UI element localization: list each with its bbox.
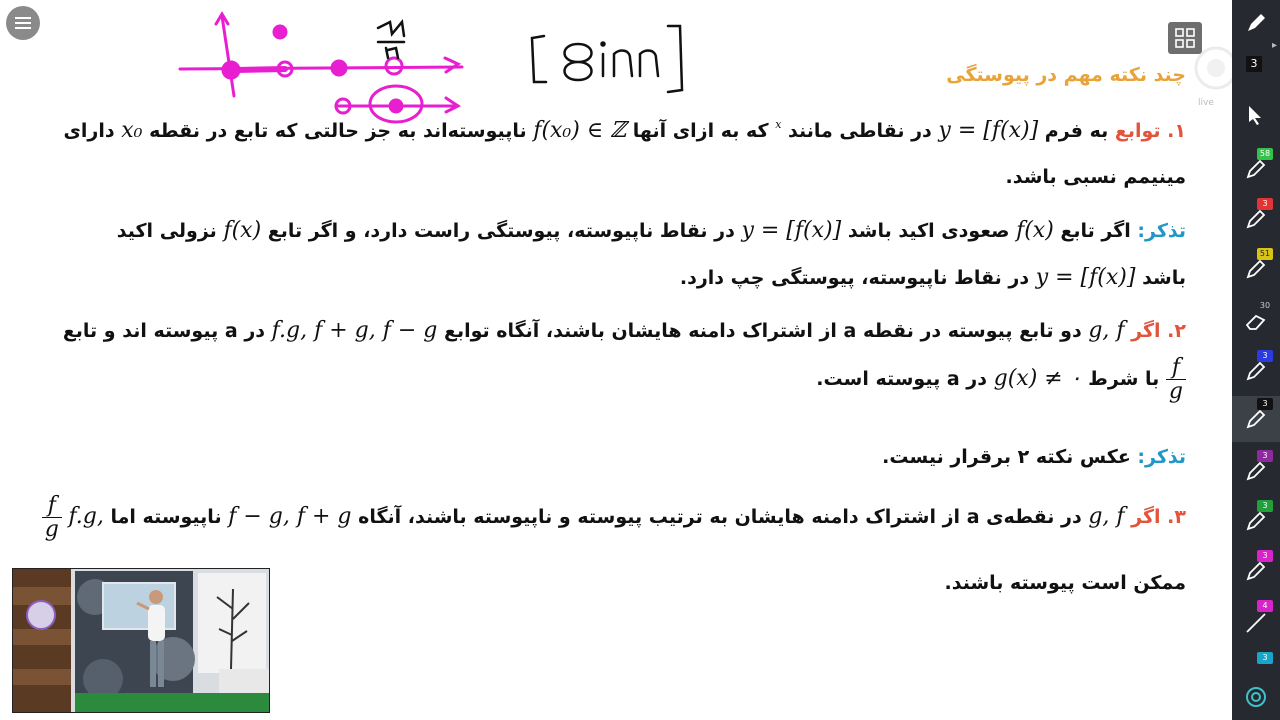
text-span: از اشتراک دامنه هایشان باشند، آنگاه توابع [443, 320, 837, 342]
text-span: در نقاط ناپیوسته، پیوستگی چپ دارد. [679, 267, 1030, 289]
point-2-number: ۲. اگر [1131, 320, 1186, 342]
pen-tool-black[interactable] [1232, 396, 1280, 442]
math-expression: g(x) ≠ ۰ [993, 366, 1082, 392]
right-toolbar [1232, 0, 1280, 720]
point-2-line-2 [816, 356, 1186, 403]
fraction-numerator: f [42, 494, 62, 518]
math-expression: g, f [1088, 318, 1125, 343]
point-2-line-1 [63, 318, 1186, 343]
chevron-icon[interactable]: ▸ [1272, 40, 1278, 51]
note-label: تذکر: [1137, 220, 1186, 242]
webcam-frame [13, 569, 269, 712]
text-span: در [244, 320, 266, 342]
eraser-size-badge: 30 [1259, 301, 1271, 310]
pen-yellow-badge: 51 [1257, 248, 1273, 260]
line-icon [1243, 610, 1269, 636]
math-expression: f.g, [68, 504, 104, 530]
point-1-line-1 [63, 118, 1186, 143]
pen-black-badge: 3 [1257, 398, 1273, 410]
math-expression: y = [f(x)] [1035, 265, 1136, 290]
text-span: پیوسته است. [816, 368, 941, 391]
cursor-arrow-icon [1243, 102, 1269, 128]
highlighter-tool-yellow[interactable] [1232, 246, 1280, 292]
fraction-denominator: g [1168, 379, 1183, 405]
text-span: در نقاطی مانند [788, 120, 932, 142]
math-expression: f.g, f + g, f − g [271, 318, 438, 343]
text-span: ناپیوسته اما [110, 506, 222, 529]
text-span: ناپیوسته‌اند به جز حالتی که تابع در نقطه [149, 120, 527, 142]
pen-tool-blue[interactable] [1232, 348, 1280, 394]
settings-icon [1243, 684, 1269, 710]
section-heading: چند نکته مهم در پیوستگی [946, 64, 1186, 86]
pen-red-badge: 3 [1257, 198, 1273, 210]
variable-a: a [966, 506, 980, 529]
webcam-video[interactable] [12, 568, 270, 713]
variable-a: a [946, 368, 960, 391]
text-span: به فرم [1044, 120, 1109, 142]
fraction-numerator: f [1166, 356, 1186, 380]
point-3-line-2: ممکن است پیوسته باشند. [944, 572, 1186, 594]
text-span: که به ازای آنها [632, 120, 769, 142]
math-expression: f − g, f + g [228, 504, 352, 530]
line-tool[interactable] [1232, 600, 1280, 646]
text-span: در نقطه‌ی [986, 506, 1082, 529]
text-span: از اشتراک دامنه هایشان به ترتیب پیوسته و ناپیوسته باشند، آنگاه [358, 506, 961, 529]
text-span: نزولی اکید [116, 220, 217, 242]
math-expression: f(x₀) ∈ ℤ [533, 118, 627, 143]
note-2 [882, 446, 1186, 468]
pen-cyan-badge: 3 [1257, 652, 1273, 664]
text-span: اگر تابع [1060, 220, 1131, 242]
pen-icon [1243, 10, 1269, 36]
pen-annotations [0, 0, 720, 130]
point-1-line-2: مینیمم نسبی باشد. [1005, 166, 1186, 188]
settings-button[interactable] [1232, 676, 1280, 718]
eraser-tool[interactable] [1232, 298, 1280, 344]
text-span: با شرط [1088, 368, 1160, 391]
math-x: x [775, 118, 782, 131]
line-badge: 4 [1257, 600, 1273, 612]
note-label: تذکر: [1137, 446, 1186, 468]
text-span: در نقاط ناپیوسته، پیوستگی راست دارد، و اگر تابع [267, 220, 735, 242]
pen-tool-cyan[interactable] [1232, 648, 1280, 672]
pen-magenta-badge: 3 [1257, 550, 1273, 562]
point-1-number: ۱. توابع [1114, 120, 1186, 142]
text-span: پیوسته اند و تابع [62, 320, 219, 342]
variable-a: a [224, 320, 238, 342]
text-span: دارای [63, 120, 115, 142]
fraction-denominator: g [44, 517, 59, 543]
note-1-line-2 [680, 265, 1186, 290]
pointer-tool[interactable] [1232, 92, 1280, 138]
text-span: در [966, 368, 987, 391]
variable-a: a [843, 320, 857, 342]
watermark-label: live [1198, 98, 1214, 108]
math-expression: y = [f(x)] [938, 118, 1039, 143]
math-expression: f(x) [1016, 218, 1054, 243]
text-span: عکس نکته ۲ برقرار نیست. [882, 446, 1131, 468]
note-1-line-1 [117, 218, 1186, 243]
text-span: صعودی اکید باشد [847, 220, 1010, 242]
point-3-number: ۳. اگر [1131, 506, 1186, 529]
page-count-badge: 3 [1246, 56, 1262, 72]
pen-tool-purple[interactable] [1232, 448, 1280, 494]
pen-tool-red[interactable] [1232, 196, 1280, 242]
pen-tool-magenta[interactable] [1232, 548, 1280, 594]
pen-blue-badge: 3 [1257, 350, 1273, 362]
pen-tool-green-2[interactable] [1232, 498, 1280, 544]
pen-purple-badge: 3 [1257, 450, 1273, 462]
math-expression: y = [f(x)] [741, 218, 842, 243]
math-expression: g, f [1088, 504, 1125, 530]
fraction-f-over-g [1166, 356, 1186, 403]
fraction-f-over-g [42, 494, 62, 541]
text-span: باشد [1142, 267, 1186, 289]
pen-green-badge: 58 [1257, 148, 1273, 160]
pen-tool-green[interactable] [1232, 146, 1280, 192]
math-expression: f(x) [223, 218, 262, 243]
pen-green2-badge: 3 [1257, 500, 1273, 512]
math-x0: x₀ [121, 118, 143, 143]
point-3-line-1 [42, 494, 1186, 541]
text-span: دو تابع پیوسته در نقطه [863, 320, 1082, 342]
